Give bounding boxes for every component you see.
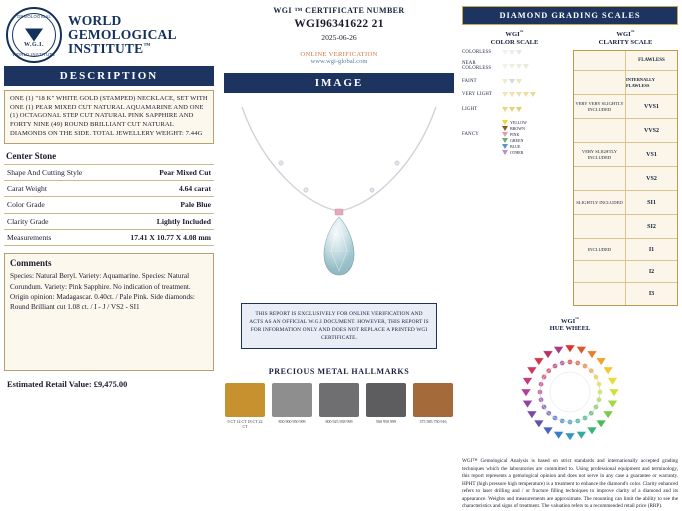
hue-gem-icon — [554, 432, 564, 440]
hue-gem-icon — [587, 427, 597, 435]
clarity-grade: VS1 — [625, 143, 677, 166]
hue-gem-icon — [596, 358, 606, 366]
left-column — [4, 4, 214, 488]
seal-gem-icon — [25, 29, 43, 42]
color-group-label: VERY LIGHT — [462, 92, 493, 97]
spec-value: 17.41 X 10.77 X 4.08 mm — [106, 230, 214, 246]
gem-swatches — [502, 79, 522, 84]
diamond-icon — [502, 150, 508, 155]
spec-value: Pale Blue — [106, 197, 214, 213]
hue-gem-icon — [543, 351, 553, 359]
brand-name — [68, 14, 177, 57]
clarity-grade: SI1 — [625, 191, 677, 214]
clarity-grade: FLAWLESS — [625, 51, 677, 70]
fancy-color-label: PINK — [510, 132, 520, 137]
table-row — [574, 51, 677, 71]
clarity-group-label: INCLUDED — [587, 246, 612, 252]
table-row — [574, 119, 677, 143]
image-header: IMAGE — [224, 73, 454, 93]
table-row — [4, 180, 214, 196]
list-item — [502, 138, 527, 143]
clarity-group-label — [574, 51, 625, 70]
platinum-hallmark-icon — [272, 383, 312, 417]
hue-gem-icon — [608, 401, 618, 409]
hue-gem-icon — [587, 351, 597, 359]
table-row — [574, 283, 677, 305]
spec-value: Lightly Included — [106, 213, 214, 229]
clarity-scale-title: WGI™ CLARITY SCALE — [598, 29, 653, 47]
list-item — [502, 150, 527, 155]
color-scale-body — [462, 50, 567, 155]
fancy-color-label: BLUE — [510, 144, 521, 149]
clarity-grade: I3 — [625, 283, 677, 305]
hue-gem-icon — [596, 420, 606, 428]
clarity-grade: SI2 — [625, 215, 677, 238]
diamond-icon — [502, 126, 508, 131]
seal-arc-bottom: WORLD INSTITUTE — [12, 52, 56, 57]
seal-initials: W.G.I. — [24, 42, 44, 48]
diamond-icon — [523, 64, 529, 69]
diamond-icon — [502, 144, 508, 149]
online-verification-notice: THIS REPORT IS EXCLUSIVELY FOR ONLINE VERIFICATION AND ACTS AS AN OFFICIAL W.G.I DOCUMENT. HOWEVER, THIS REPORT IS FOR INFORMATION ONLY AND DOES NOT REPLACE A PRINTED WGI CERTIFICATE. — [241, 303, 437, 349]
spec-key: Color Grade — [4, 197, 106, 213]
brand-line-3: INSTITUTE™ — [68, 41, 151, 57]
list-item — [502, 144, 527, 149]
diamond-icon — [502, 132, 508, 137]
gem-swatches — [502, 107, 522, 112]
diamond-icon — [523, 92, 529, 97]
list-item — [502, 120, 527, 125]
list-item — [502, 126, 527, 131]
brand-logo — [4, 4, 214, 66]
certificate-number-label: WGI ™ CERTIFICATE NUMBER — [273, 6, 405, 15]
jewellery-photo — [224, 99, 454, 289]
list-item — [319, 383, 359, 429]
hue-gem-icon — [609, 389, 619, 397]
grading-scales — [462, 30, 678, 306]
palladium-hallmark-icon — [366, 383, 406, 417]
diamond-icon — [502, 50, 508, 55]
clarity-group-label: VERY VERY SLIGHTLY INCLUDED — [575, 101, 624, 112]
gold-hallmark-icon — [225, 383, 265, 417]
diamond-icon — [509, 50, 515, 55]
hue-gem-icon — [603, 367, 613, 375]
hue-gem-icon — [608, 378, 618, 386]
center-stone-title: Center Stone — [6, 150, 57, 161]
clarity-group-label — [574, 167, 625, 190]
table-row — [574, 215, 677, 239]
diamond-icon — [516, 79, 522, 84]
center-stone-spec-table — [4, 164, 214, 247]
hue-gem-icon — [534, 358, 544, 366]
clarity-grade: INTERNALLY FLAWLESS — [625, 71, 677, 94]
color-group-near-colorless — [462, 61, 567, 71]
comments-box — [4, 253, 214, 371]
table-row — [574, 191, 677, 215]
clarity-group-label — [574, 261, 625, 282]
list-item — [413, 383, 453, 429]
hallmark-caption: 850 900 950 999 — [278, 419, 306, 425]
wgi-seal-icon — [6, 7, 62, 63]
table-row — [574, 143, 677, 167]
color-scale — [462, 30, 567, 306]
clarity-grade: VVS2 — [625, 119, 677, 142]
comments-title: Comments — [10, 258, 52, 269]
description-body: ONE (1) "18 K" WHITE GOLD (STAMPED) NECKLACE, SET WITH ONE (1) PEAR MIXED CUT NATURAL AQUAMARINE AND ONE (1) OCTAGONAL STEP CUT NATURAL PINK SAPPHIRE AND FORTY NINE (49) ROUND BRILLIANT CUT NATURAL DIAMONDS ON THE SIDE. TOTAL JEWELLERY WEIGHT: 7.44G — [4, 90, 214, 144]
diamond-grading-scales-header: DIAMOND GRADING SCALES — [462, 6, 678, 25]
online-verification-url[interactable]: www.wgi-global.com — [310, 58, 368, 65]
clarity-group-label — [574, 283, 625, 305]
diamond-icon — [516, 92, 522, 97]
diamond-icon — [516, 107, 522, 112]
table-row — [4, 164, 214, 180]
diamond-icon — [502, 79, 508, 84]
hallmarks-row — [224, 383, 454, 429]
table-row — [4, 213, 214, 229]
gem-swatches — [502, 64, 529, 69]
silver-hallmark-icon — [319, 383, 359, 417]
hue-gem-icon — [576, 347, 586, 355]
hue-wheel — [462, 334, 678, 450]
color-group-label: COLORLESS — [462, 50, 492, 55]
clarity-grade: I1 — [625, 239, 677, 260]
color-group-label: NEAR COLORLESS — [462, 61, 492, 71]
fancy-color-label: YELLOW — [510, 120, 527, 125]
hallmark-caption: 500 950 999 — [376, 419, 396, 425]
list-item — [272, 383, 312, 429]
hue-gem-icon — [521, 389, 531, 397]
diamond-icon — [530, 92, 536, 97]
diamond-icon — [516, 50, 522, 55]
list-item — [366, 383, 406, 429]
diamond-icon — [502, 107, 508, 112]
clarity-grade: I2 — [625, 261, 677, 282]
necklace-illustration — [224, 99, 454, 289]
diamond-icon — [502, 138, 508, 143]
diamond-icon — [509, 64, 515, 69]
clarity-group-label — [574, 119, 625, 142]
hallmark-caption: 9 CT 14 CT 18 CT 22 CT — [227, 419, 263, 430]
hue-gem-icon — [527, 367, 537, 375]
hue-gem-icon — [565, 433, 575, 441]
hue-gem-icon — [522, 401, 532, 409]
estimated-retail-value: Estimated Retail Value: £9,475.00 — [7, 380, 128, 390]
hallmark-caption: 375 585 750 916 — [419, 419, 447, 425]
color-group-very-light — [462, 92, 567, 97]
fancy-color-list — [502, 120, 527, 155]
fancy-label: FANCY — [462, 132, 479, 137]
fancy-color-label: BROWN — [510, 126, 525, 131]
diamond-icon — [502, 120, 508, 125]
diamond-icon — [516, 64, 522, 69]
color-group-fancy — [462, 120, 567, 155]
clarity-grade: VVS1 — [625, 95, 677, 118]
hallmark-caption: 800 925 958 999 — [325, 419, 353, 425]
hue-gem-icon — [603, 411, 613, 419]
fancy-color-label: GREEN — [510, 138, 524, 143]
spec-value: 4.64 carat — [106, 180, 214, 196]
diamond-icon — [509, 107, 515, 112]
brand-line-2: GEMOLOGICAL — [68, 26, 177, 42]
precious-metal-hallmarks-title: PRECIOUS METAL HALLMARKS — [268, 367, 410, 377]
spec-key: Clarity Grade — [4, 213, 106, 229]
spec-key: Measurements — [4, 230, 106, 246]
hue-wheel-icon — [508, 334, 632, 450]
gem-swatches — [502, 50, 522, 55]
table-row — [4, 197, 214, 213]
diamond-icon — [502, 64, 508, 69]
color-scale-title: WGI™ COLOR SCALE — [490, 29, 539, 47]
clarity-group-label: SLIGHTLY INCLUDED — [576, 199, 623, 205]
analysis-disclaimer: WGI™ Gemological Analysis is based on strict standards and internationally accepted grading techniques which the laboratories are committed to. Using professional equipment and terminology, this report represents a gemological opinion and does not serve in any case a guarantee or warranty. HPHT (high pressure high temperature) is a treatment to enhance the diamond's color. Clarity enhanced refers to laser drilling and / or fracture filling techniques to improve clarity of a diamond and its appearance. Weights and measurements are approximate. The mounting can limit the ability to see the characteristics and signs of treatment. The valuation refers to a recommended retail price (RRP). — [462, 458, 678, 510]
spec-key: Shape And Cutting Style — [4, 164, 106, 180]
clarity-scale-body — [573, 50, 678, 306]
hue-gem-icon — [565, 345, 575, 353]
clarity-grade: VS2 — [625, 167, 677, 190]
table-row — [574, 71, 677, 95]
color-group-light — [462, 107, 567, 112]
table-row — [4, 230, 214, 246]
list-item — [502, 132, 527, 137]
spec-value: Pear Mixed Cut — [106, 164, 214, 180]
hue-wheel-title: WGI™ HUE WHEEL — [549, 316, 591, 333]
trademark-symbol: ™ — [143, 41, 151, 50]
spec-key: Carat Weight — [4, 180, 106, 196]
hue-gem-icon — [522, 378, 532, 386]
description-header: DESCRIPTION — [4, 66, 214, 86]
hue-gem-icon — [543, 427, 553, 435]
hue-gem-icon — [534, 420, 544, 428]
color-group-label: LIGHT — [462, 107, 478, 112]
rose-gold-hallmark-icon — [413, 383, 453, 417]
table-row — [574, 167, 677, 191]
brand-line-1: WORLD — [68, 12, 122, 28]
clarity-table — [573, 50, 678, 306]
color-group-colorless — [462, 50, 567, 55]
gem-swatches — [502, 92, 536, 97]
certificate-date: 2025-06-26 — [321, 33, 357, 42]
diamond-icon — [509, 79, 515, 84]
color-group-label: FAINT — [462, 79, 477, 84]
clarity-group-label — [574, 215, 625, 238]
table-row — [574, 239, 677, 261]
clarity-group-label: VERY SLIGHTLY INCLUDED — [581, 149, 618, 160]
diamond-icon — [502, 92, 508, 97]
seal-arc-top: GEMOLOGICAL — [16, 14, 52, 19]
clarity-scale — [573, 30, 678, 306]
right-column — [462, 6, 678, 510]
table-row — [574, 95, 677, 119]
list-item — [225, 383, 265, 429]
comments-body: Species: Natural Beryl. Variety: Aquamarine. Species: Natural Corundum. Variety: Pink Sapphire. No indication of treatment. Origin opinion: Madagascar. 0.40ct. / Pale Pink. Side diamonds: Round Brilliant cut 1.08 ct. / I - J / VS2 - SI1 — [10, 272, 195, 312]
clarity-group-label — [574, 71, 625, 94]
table-row — [574, 261, 677, 283]
fancy-color-label: OTHER — [510, 150, 524, 155]
hue-gem-icon — [527, 411, 537, 419]
center-column — [224, 6, 454, 486]
online-verification-label: ONLINE VERIFICATION — [300, 51, 378, 58]
hue-gem-icon — [554, 347, 564, 355]
diamond-icon — [509, 92, 515, 97]
certificate-number: WGI96341622 21 — [294, 18, 384, 30]
color-group-faint — [462, 79, 567, 84]
hue-gem-icon — [576, 432, 586, 440]
